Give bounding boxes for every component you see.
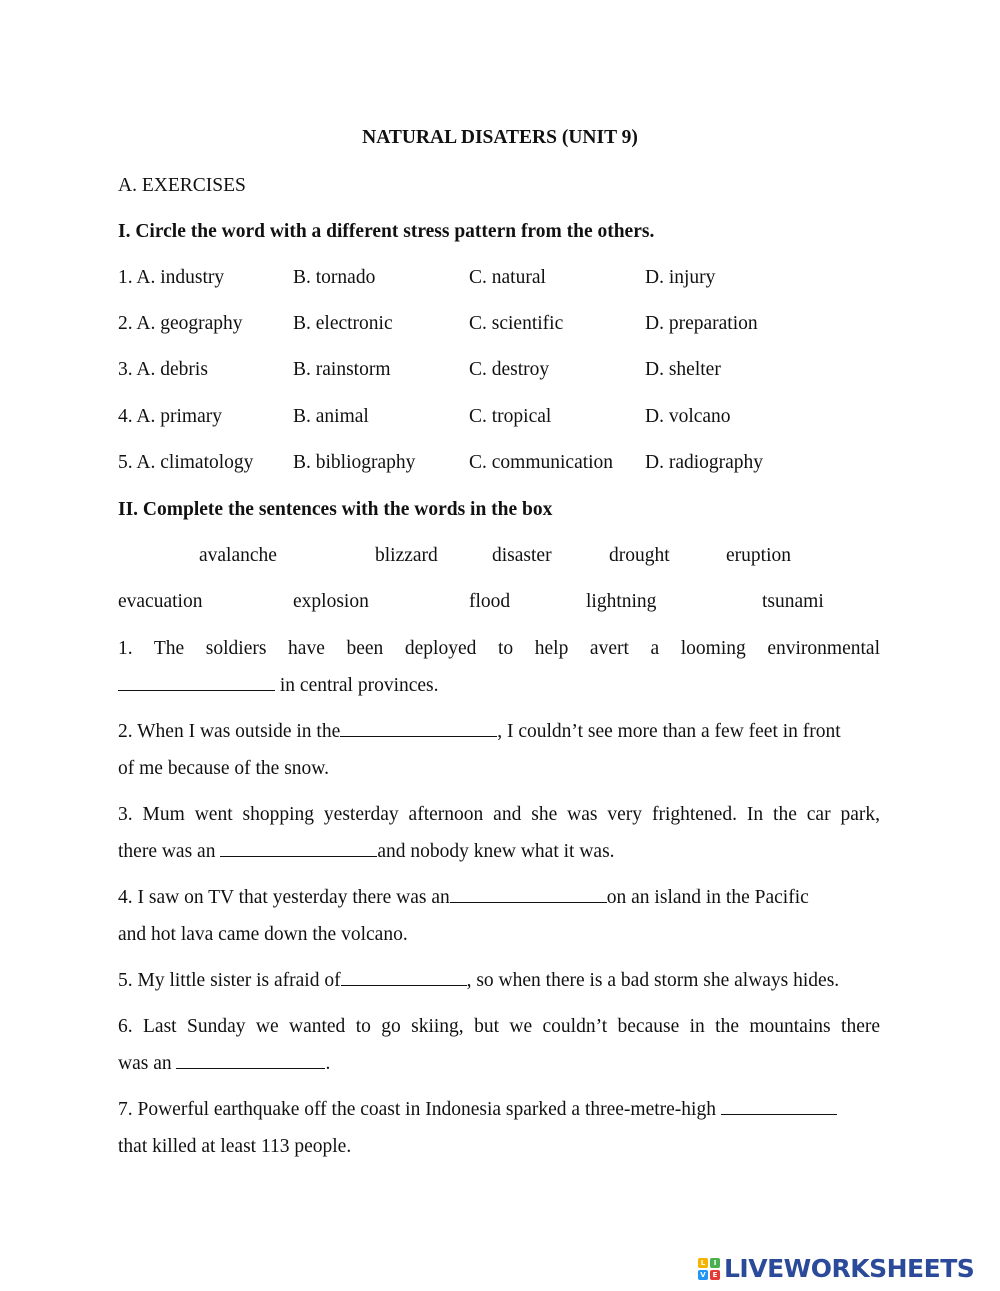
q1-option-a[interactable]: 1. A. industry	[118, 267, 225, 288]
sentence-5-text: 5. My little sister is afraid of	[118, 970, 341, 991]
page-title: NATURAL DISATERS (UNIT 9)	[362, 127, 638, 148]
q4-option-d[interactable]: D. volcano	[645, 406, 731, 427]
q4-option-a[interactable]: 4. A. primary	[118, 406, 222, 427]
logo-square: I	[710, 1258, 720, 1268]
answer-blank-2[interactable]	[340, 718, 497, 737]
q3-option-c[interactable]: C. destroy	[469, 359, 550, 380]
sentence-5-rest: , so when there is a bad storm she always hides.	[466, 970, 840, 991]
logo-square: E	[710, 1270, 720, 1280]
q3-option-a[interactable]: 3. A. debris	[118, 359, 208, 380]
q1-option-b[interactable]: B. tornado	[293, 267, 376, 288]
sentence-1-line2	[118, 667, 880, 704]
word-box-item: eruption	[726, 545, 791, 566]
sentence-7-line2: that killed at least 113 people.	[118, 1136, 352, 1157]
sentence-7-text: 7. Powerful earthquake off the coast in Indonesia sparked a three-metre-high	[118, 1099, 721, 1120]
word-box-item: tsunami	[762, 591, 824, 612]
q5-option-b[interactable]: B. bibliography	[293, 452, 416, 473]
sentence-4-line1	[118, 879, 880, 916]
sentence-3-text: 3. Mum went shopping yesterday afternoon and she was very frightened. In the car park,	[118, 804, 880, 825]
q1-option-d[interactable]: D. injury	[645, 267, 716, 288]
answer-blank-4[interactable]	[450, 884, 607, 903]
word-box-item: evacuation	[118, 591, 203, 612]
logo-grid-icon	[698, 1258, 720, 1280]
q5-option-a[interactable]: 5. A. climatology	[118, 452, 254, 473]
q2-option-a[interactable]: 2. A. geography	[118, 313, 243, 334]
logo-square: L	[698, 1258, 708, 1268]
sentence-3-prefix: there was an	[118, 841, 221, 862]
answer-blank-7[interactable]	[721, 1096, 837, 1115]
part2-heading: II. Complete the sentences with the words in the box	[118, 499, 553, 520]
q1-option-c[interactable]: C. natural	[469, 267, 546, 288]
answer-blank-6[interactable]	[176, 1050, 325, 1069]
sentence-2-line1	[118, 713, 880, 750]
sentence-4-rest: on an island in the Pacific	[606, 887, 809, 908]
answer-blank-3[interactable]	[220, 838, 377, 857]
q5-option-c[interactable]: C. communication	[469, 452, 614, 473]
sentence-1-rest: in central provinces.	[275, 675, 439, 696]
answer-blank-1[interactable]	[118, 672, 275, 691]
sentence-1-text: 1. The soldiers have been deployed to help avert a looming environmental	[118, 638, 880, 659]
sentence-4-line2: and hot lava came down the volcano.	[118, 924, 408, 945]
sentence-5-line1	[118, 962, 880, 999]
sentence-4-text: 4. I saw on TV that yesterday there was an	[118, 887, 450, 908]
q3-option-d[interactable]: D. shelter	[645, 359, 721, 380]
word-box-item: explosion	[293, 591, 369, 612]
q5-option-d[interactable]: D. radiography	[645, 452, 764, 473]
word-box-item: blizzard	[375, 545, 438, 566]
word-box-item: drought	[609, 545, 670, 566]
word-box-item: lightning	[586, 591, 657, 612]
q3-option-b[interactable]: B. rainstorm	[293, 359, 391, 380]
sentence-2-text: 2. When I was outside in the	[118, 721, 341, 742]
logo-square: V	[698, 1270, 708, 1280]
word-box-item: disaster	[492, 545, 552, 566]
sentence-3-rest: and nobody knew what it was.	[377, 841, 615, 862]
sentence-2-rest: , I couldn’t see more than a few feet in front	[497, 721, 841, 742]
sentence-3-line2	[118, 833, 880, 870]
sentence-6-line1	[118, 1008, 880, 1045]
sentence-6-rest: .	[325, 1053, 331, 1074]
liveworksheets-logo	[698, 1254, 974, 1283]
q4-option-c[interactable]: C. tropical	[469, 406, 552, 427]
sentence-6-line2	[118, 1045, 880, 1082]
q2-option-c[interactable]: C. scientific	[469, 313, 564, 334]
part1-heading: I. Circle the word with a different stress pattern from the others.	[118, 221, 655, 242]
sentence-3-line1	[118, 796, 880, 833]
brand-text: LIVEWORKSHEETS	[724, 1254, 975, 1283]
sentence-7-line1	[118, 1091, 880, 1128]
sentence-6-text: 6. Last Sunday we wanted to go skiing, but we couldn’t because in the mountains there	[118, 1016, 880, 1037]
word-box-item: avalanche	[199, 545, 277, 566]
q2-option-b[interactable]: B. electronic	[293, 313, 393, 334]
sentence-6-prefix: was an	[118, 1053, 177, 1074]
answer-blank-5[interactable]	[341, 967, 467, 986]
q2-option-d[interactable]: D. preparation	[645, 313, 758, 334]
sentence-1-line1	[118, 630, 880, 667]
sentence-2-line2: of me because of the snow.	[118, 758, 329, 779]
word-box-item: flood	[469, 591, 511, 612]
section-a-heading: A. EXERCISES	[118, 175, 246, 196]
q4-option-b[interactable]: B. animal	[293, 406, 369, 427]
